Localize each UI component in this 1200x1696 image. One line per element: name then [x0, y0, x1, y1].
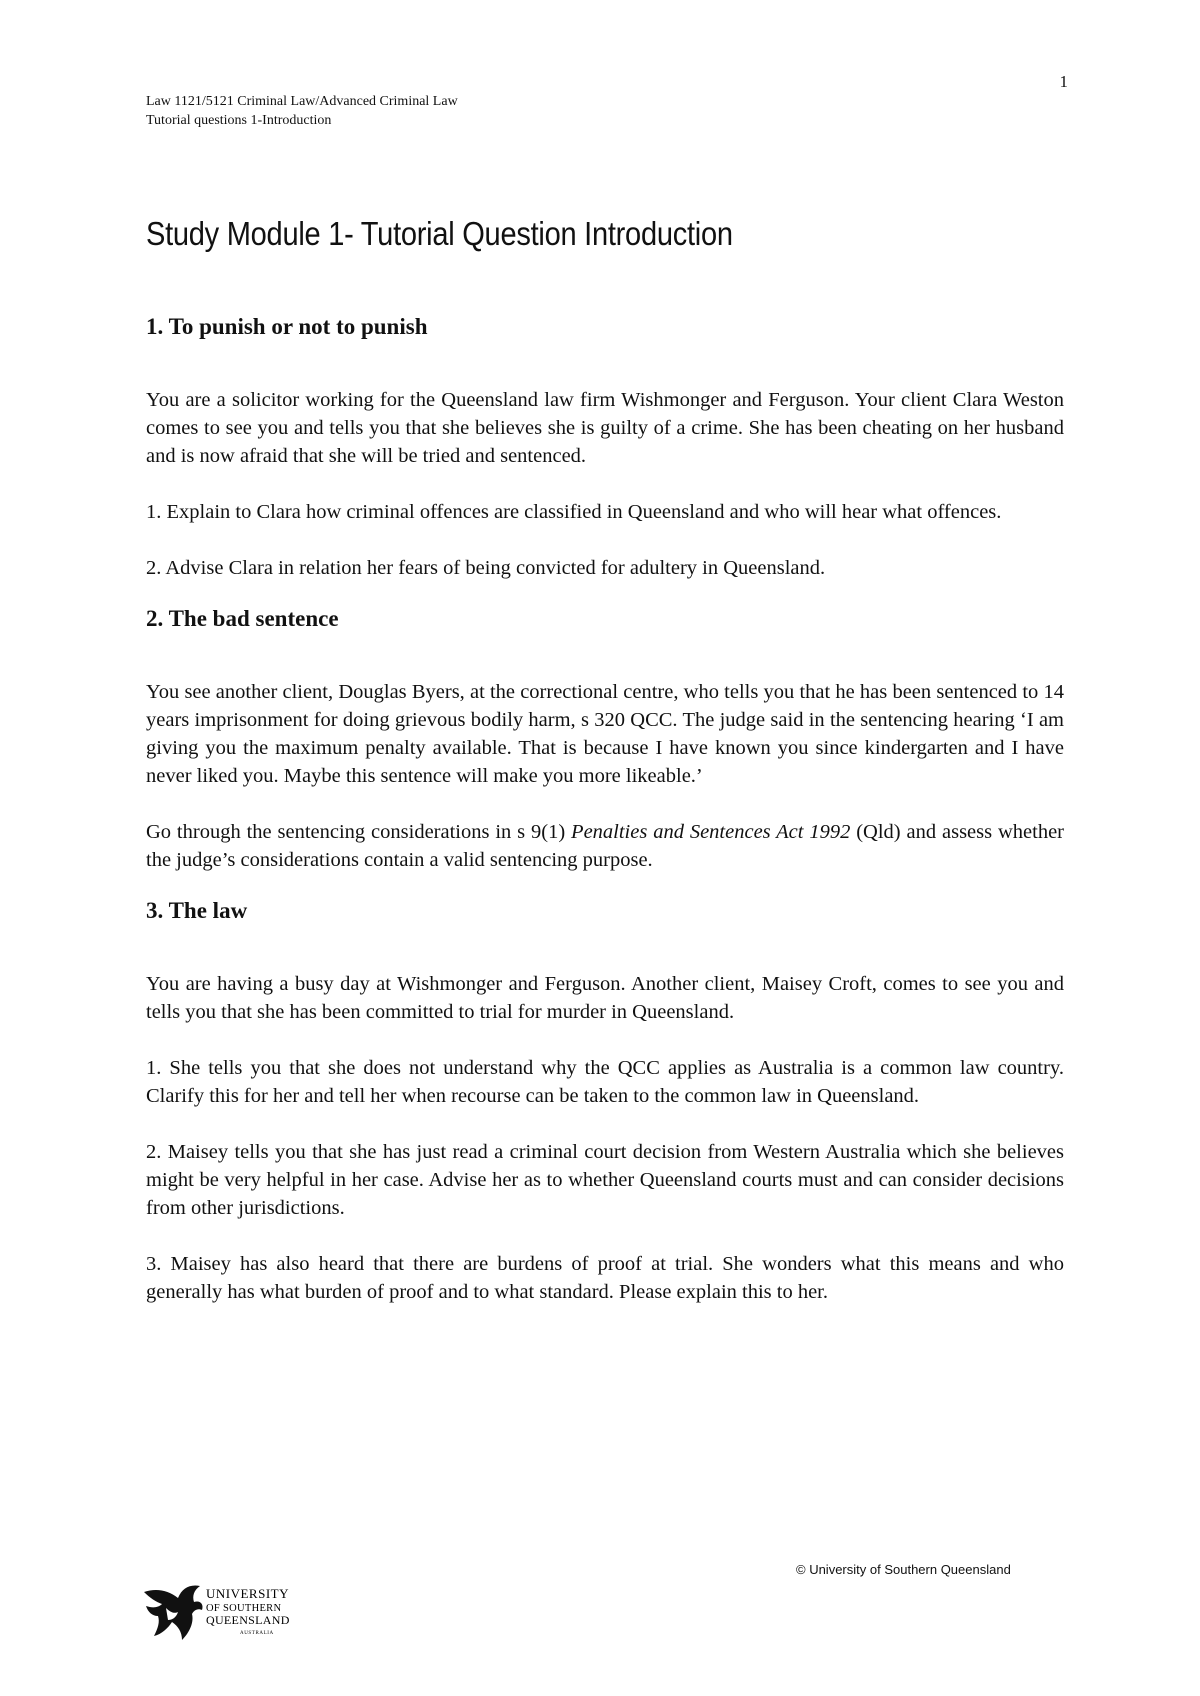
section-2-question — [146, 818, 1064, 874]
section-heading-2: 2. The bad sentence — [146, 606, 339, 631]
bird-of-prey-icon — [144, 1586, 203, 1641]
section-1-paragraph: You are a solicitor working for the Queensland law firm Wishmonger and Ferguson. Your client Clara Weston comes to see you and tells you that she believes she is guilty of a crime. She has been cheating on her husband and is now afraid that she will be tried and sentenced. — [146, 389, 1064, 467]
page-number: 1 — [1059, 72, 1068, 91]
section-2-paragraph: You see another client, Douglas Byers, at the correctional centre, who tells you that he has been sentenced to 14 years imprisonment for doing grievous bodily harm, s 320 QCC. The judge said in the sentencing hearing ‘I am giving you the maximum penalty available. That is because I have known you since kindergarten and I have never liked you. Maybe this sentence will make you more likeable.’ — [146, 681, 1064, 787]
page-title: Study Module 1- Tutorial Question Introduction — [146, 215, 733, 252]
course-line: Law 1121/5121 Criminal Law/Advanced Criminal Law — [146, 94, 458, 109]
section-heading-3: 3. The law — [146, 898, 248, 923]
header-subtitle: Tutorial questions 1-Introduction — [146, 113, 332, 128]
logo-line-4: AUSTRALIA — [240, 1631, 274, 1636]
section-1-question-1: 1. Explain to Clara how criminal offences are classified in Queensland and who will hear what offences. — [146, 501, 1002, 523]
sentencing-text-before: Go through the sentencing considerations in s 9(1) — [146, 821, 572, 843]
section-3-paragraph: You are having a busy day at Wishmonger and Ferguson. Another client, Maisey Croft, comes to see you and tells you that she has been committed to trial for murder in Queensland. — [146, 973, 1064, 1023]
section-3-question-2: 2. Maisey tells you that she has just read a criminal court decision from Western Australia which she believes might be very helpful in her case. Advise her as to whether Queensland courts must and can consider decisions from other jurisdictions. — [146, 1141, 1064, 1219]
act-name: Penalties and Sentences Act 1992 — [571, 821, 851, 843]
running-header — [146, 92, 458, 130]
copyright-notice: © University of Southern Queensland — [796, 1562, 1011, 1577]
sentencing-text-after: (Qld) and assess whether the judge’s considerations contain a valid sentencing purpose. — [146, 821, 1064, 871]
university-logo — [142, 1578, 302, 1650]
section-3-question-3: 3. Maisey has also heard that there are burdens of proof at trial. She wonders what this means and who generally has what burden of proof and to what standard. Please explain this to her. — [146, 1253, 1064, 1303]
section-3-question-1: 1. She tells you that she does not understand why the QCC applies as Australia is a common law country. Clarify this for her and tell her when recourse can be taken to the common law in Queensland. — [146, 1057, 1064, 1107]
section-heading-1: 1. To punish or not to punish — [146, 314, 428, 339]
document-body — [146, 214, 1064, 1306]
logo-line-1: UNIVERSITY — [206, 1586, 289, 1601]
logo-line-2: OF SOUTHERN — [206, 1603, 282, 1614]
section-1-question-2: 2. Advise Clara in relation her fears of being convicted for adultery in Queensland. — [146, 557, 826, 579]
logo-line-3: QUEENSLAND — [206, 1613, 290, 1627]
